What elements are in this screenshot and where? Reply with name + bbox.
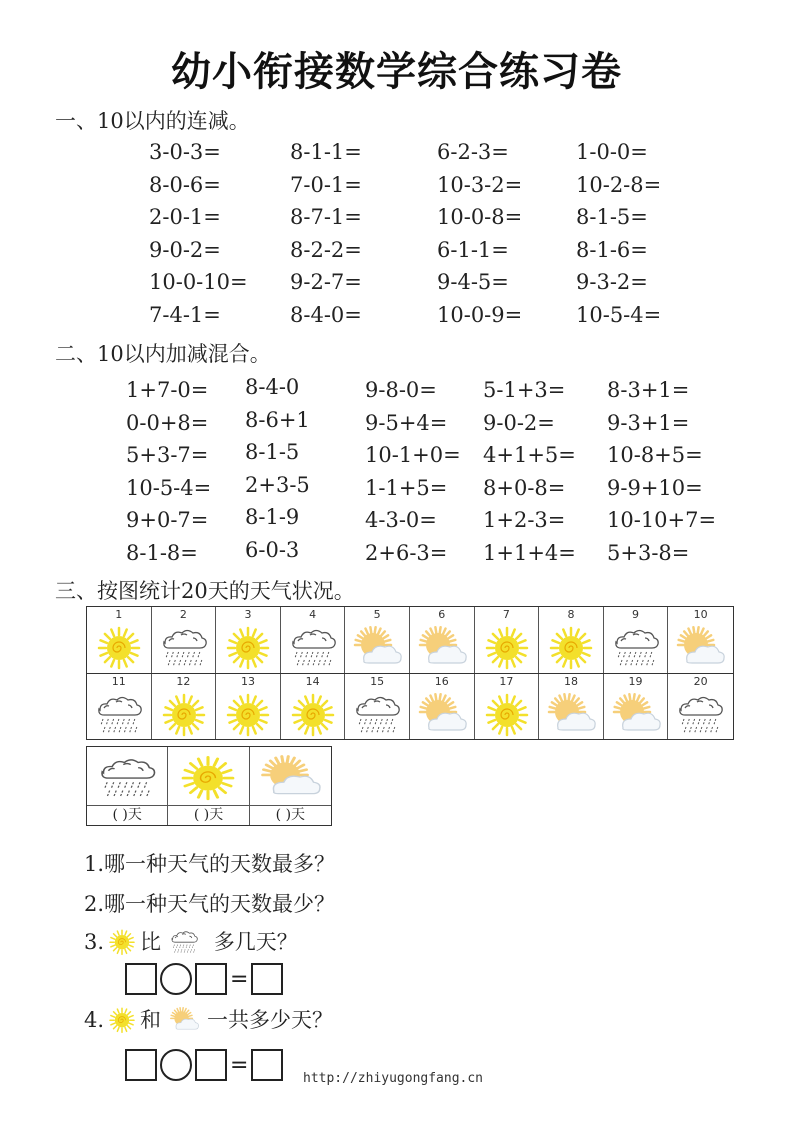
section3-heading: 三、按图统计20天的天气状况。 bbox=[55, 579, 355, 603]
math-expression: 6-0-3 bbox=[245, 537, 300, 562]
question-4 bbox=[84, 1004, 333, 1039]
weather-day-cell bbox=[410, 674, 475, 739]
answer-box[interactable] bbox=[125, 963, 157, 995]
day-number: 14 bbox=[305, 675, 320, 688]
math-expression: 8-1-1= bbox=[290, 140, 362, 164]
day-number: 16 bbox=[434, 675, 449, 688]
sun-icon bbox=[159, 688, 209, 738]
math-expression: 1+1+4= bbox=[483, 540, 576, 565]
math-expression: 10-2-8= bbox=[576, 172, 662, 197]
answer-equation-3 bbox=[125, 962, 283, 996]
day-number: 12 bbox=[176, 675, 191, 688]
math-expression: 8-4-0 bbox=[245, 375, 300, 399]
weather-day-cell bbox=[668, 607, 733, 673]
math-expression: 8-1-6= bbox=[576, 237, 648, 262]
math-expression: 10-5-4= bbox=[126, 475, 212, 500]
rain-cloud-icon bbox=[352, 688, 402, 738]
sun-icon bbox=[223, 621, 273, 671]
rain-cloud-icon bbox=[96, 750, 158, 802]
math-expression: 4+1+5= bbox=[483, 443, 576, 467]
operator-circle[interactable] bbox=[160, 963, 192, 995]
math-expression: 6-1-1= bbox=[437, 237, 509, 262]
weather-day-cell bbox=[87, 607, 152, 673]
day-count-blank[interactable]: ( )天 bbox=[87, 805, 167, 825]
day-number: 1 bbox=[115, 608, 123, 621]
math-expression: 8-2-2= bbox=[290, 237, 362, 262]
day-number: 4 bbox=[309, 608, 317, 621]
weather-day-cell bbox=[281, 607, 346, 673]
sun-icon bbox=[482, 688, 532, 738]
math-expression: 3-0-3= bbox=[149, 140, 221, 164]
math-expression: 8+0-8= bbox=[483, 475, 566, 500]
legend-cell bbox=[168, 747, 249, 825]
day-number: 3 bbox=[244, 608, 252, 621]
math-expression: 8-0-6= bbox=[149, 172, 221, 197]
day-number: 6 bbox=[438, 608, 446, 621]
result-box[interactable] bbox=[251, 1049, 283, 1081]
rain-cloud-icon bbox=[611, 621, 661, 671]
sun-cloud-icon bbox=[546, 688, 596, 738]
math-expression: 5+3-8= bbox=[607, 540, 690, 565]
math-expression: 10-0-10= bbox=[149, 270, 248, 294]
math-expression: 8-6+1 bbox=[245, 407, 310, 432]
math-expression: 10-3-2= bbox=[437, 172, 523, 197]
day-number: 5 bbox=[373, 608, 381, 621]
weather-day-cell bbox=[604, 674, 669, 739]
day-number: 11 bbox=[111, 675, 126, 688]
day-count-blank[interactable]: ( )天 bbox=[250, 805, 331, 825]
sun-icon bbox=[104, 1004, 140, 1039]
sun-cloud-icon bbox=[259, 750, 321, 802]
question-3-compare: 比 bbox=[140, 930, 162, 954]
math-expression: 9-0-2= bbox=[149, 237, 221, 262]
math-expression: 6-2-3= bbox=[437, 140, 509, 164]
math-expression: 5+3-7= bbox=[126, 443, 209, 467]
question-3-ask: 多几天？ bbox=[213, 930, 298, 954]
answer-box[interactable] bbox=[195, 1049, 227, 1081]
day-number: 20 bbox=[693, 675, 708, 688]
math-expression: 9-8-0= bbox=[365, 378, 437, 402]
weather-table bbox=[86, 606, 734, 740]
sun-icon bbox=[94, 621, 144, 671]
math-expression: 1-0-0= bbox=[576, 140, 648, 164]
day-number: 7 bbox=[502, 608, 510, 621]
result-box[interactable] bbox=[251, 963, 283, 995]
weather-legend-table bbox=[86, 746, 332, 826]
sun-cloud-icon bbox=[611, 688, 661, 738]
section2-heading: 二、10以内加减混合。 bbox=[55, 342, 271, 366]
day-number: 17 bbox=[499, 675, 514, 688]
page-title: 幼小衔接数学综合练习卷 bbox=[171, 49, 622, 95]
weather-day-cell bbox=[475, 674, 540, 739]
math-expression: 9-0-2= bbox=[483, 410, 555, 435]
math-expression: 9-3+1= bbox=[607, 410, 690, 435]
math-expression: 4-3-0= bbox=[365, 508, 437, 532]
rain-cloud-icon bbox=[161, 926, 207, 961]
day-number: 8 bbox=[567, 608, 575, 621]
legend-cell bbox=[87, 747, 168, 825]
math-expression: 1+2-3= bbox=[483, 508, 566, 532]
weather-day-cell bbox=[604, 607, 669, 673]
sun-icon bbox=[104, 926, 140, 961]
weather-day-cell bbox=[87, 674, 152, 739]
weather-day-cell bbox=[281, 674, 346, 739]
math-expression: 7-0-1= bbox=[290, 172, 362, 197]
math-expression: 9+0-7= bbox=[126, 508, 209, 532]
answer-box[interactable] bbox=[125, 1049, 157, 1081]
math-expression: 1+7-0= bbox=[126, 378, 209, 402]
day-number: 19 bbox=[628, 675, 643, 688]
day-number: 15 bbox=[370, 675, 385, 688]
question-4-number: 4. bbox=[84, 1008, 105, 1032]
rain-cloud-icon bbox=[159, 621, 209, 671]
weather-day-cell bbox=[539, 607, 604, 673]
math-expression: 1-1+5= bbox=[365, 475, 448, 500]
operator-circle[interactable] bbox=[160, 1049, 192, 1081]
rain-cloud-icon bbox=[288, 621, 338, 671]
math-expression: 10-0-9= bbox=[437, 302, 523, 327]
math-expression: 8-7-1= bbox=[290, 205, 362, 229]
rain-cloud-icon bbox=[675, 688, 725, 738]
math-expression: 9-4-5= bbox=[437, 270, 509, 294]
question-4-ask: 一共多少天？ bbox=[207, 1008, 334, 1032]
answer-equation-4 bbox=[125, 1048, 283, 1082]
weather-day-cell bbox=[152, 674, 217, 739]
question-1: 1.哪一种天气的天数最多？ bbox=[84, 852, 336, 876]
sun-cloud-icon bbox=[161, 1004, 207, 1039]
math-expression: 10-10+7= bbox=[607, 508, 717, 532]
math-expression: 8-1-5= bbox=[576, 205, 648, 229]
weather-day-cell bbox=[345, 674, 410, 739]
weather-day-cell bbox=[345, 607, 410, 673]
legend-cell bbox=[250, 747, 331, 825]
footer-url[interactable]: http://zhiyugongfang.cn bbox=[303, 1071, 484, 1086]
weather-day-cell bbox=[152, 607, 217, 673]
math-expression: 2+3-5 bbox=[245, 472, 310, 497]
sun-cloud-icon bbox=[417, 688, 467, 738]
math-expression: 9-2-7= bbox=[290, 270, 362, 294]
math-expression: 8-3+1= bbox=[607, 378, 690, 402]
sun-icon bbox=[288, 688, 338, 738]
math-expression: 10-5-4= bbox=[576, 302, 662, 327]
math-expression: 5-1+3= bbox=[483, 378, 566, 402]
day-number: 2 bbox=[179, 608, 187, 621]
math-expression: 10-0-8= bbox=[437, 205, 523, 229]
sun-icon bbox=[223, 688, 273, 738]
sun-icon bbox=[177, 750, 239, 802]
sun-cloud-icon bbox=[352, 621, 402, 671]
math-expression: 8-4-0= bbox=[290, 302, 362, 327]
question-4-and: 和 bbox=[140, 1008, 162, 1032]
question-3 bbox=[84, 926, 298, 961]
day-number: 13 bbox=[240, 675, 255, 688]
math-expression: 9-9+10= bbox=[607, 475, 703, 500]
question-2: 2.哪一种天气的天数最少？ bbox=[84, 892, 336, 916]
day-number: 9 bbox=[632, 608, 640, 621]
answer-box[interactable] bbox=[195, 963, 227, 995]
equals-sign: = bbox=[230, 966, 249, 992]
math-expression: 2-0-1= bbox=[149, 205, 221, 229]
weather-day-cell bbox=[410, 607, 475, 673]
sun-icon bbox=[546, 621, 596, 671]
equals-sign: = bbox=[230, 1052, 249, 1078]
sun-cloud-icon bbox=[675, 621, 725, 671]
math-expression: 9-3-2= bbox=[576, 270, 648, 294]
sun-cloud-icon bbox=[417, 621, 467, 671]
weather-day-cell bbox=[216, 674, 281, 739]
math-expression: 10-1+0= bbox=[365, 443, 461, 467]
day-number: 10 bbox=[693, 608, 708, 621]
weather-day-cell bbox=[539, 674, 604, 739]
math-expression: 8-1-8= bbox=[126, 540, 198, 565]
math-expression: 10-8+5= bbox=[607, 443, 703, 467]
math-expression: 7-4-1= bbox=[149, 302, 221, 327]
weather-day-cell bbox=[668, 674, 733, 739]
section1-heading: 一、10以内的连减。 bbox=[55, 109, 250, 133]
day-number: 18 bbox=[563, 675, 578, 688]
rain-cloud-icon bbox=[94, 688, 144, 738]
math-expression: 9-5+4= bbox=[365, 410, 448, 435]
weather-day-cell bbox=[216, 607, 281, 673]
weather-row-1 bbox=[87, 607, 733, 673]
math-expression: 8-1-9 bbox=[245, 505, 300, 529]
math-expression: 2+6-3= bbox=[365, 540, 448, 565]
math-expression: 0-0+8= bbox=[126, 410, 209, 435]
day-count-blank[interactable]: ( )天 bbox=[168, 805, 248, 825]
math-expression: 8-1-5 bbox=[245, 440, 300, 464]
weather-row-2 bbox=[87, 673, 733, 739]
sun-icon bbox=[482, 621, 532, 671]
question-3-number: 3. bbox=[84, 930, 105, 954]
weather-day-cell bbox=[475, 607, 540, 673]
